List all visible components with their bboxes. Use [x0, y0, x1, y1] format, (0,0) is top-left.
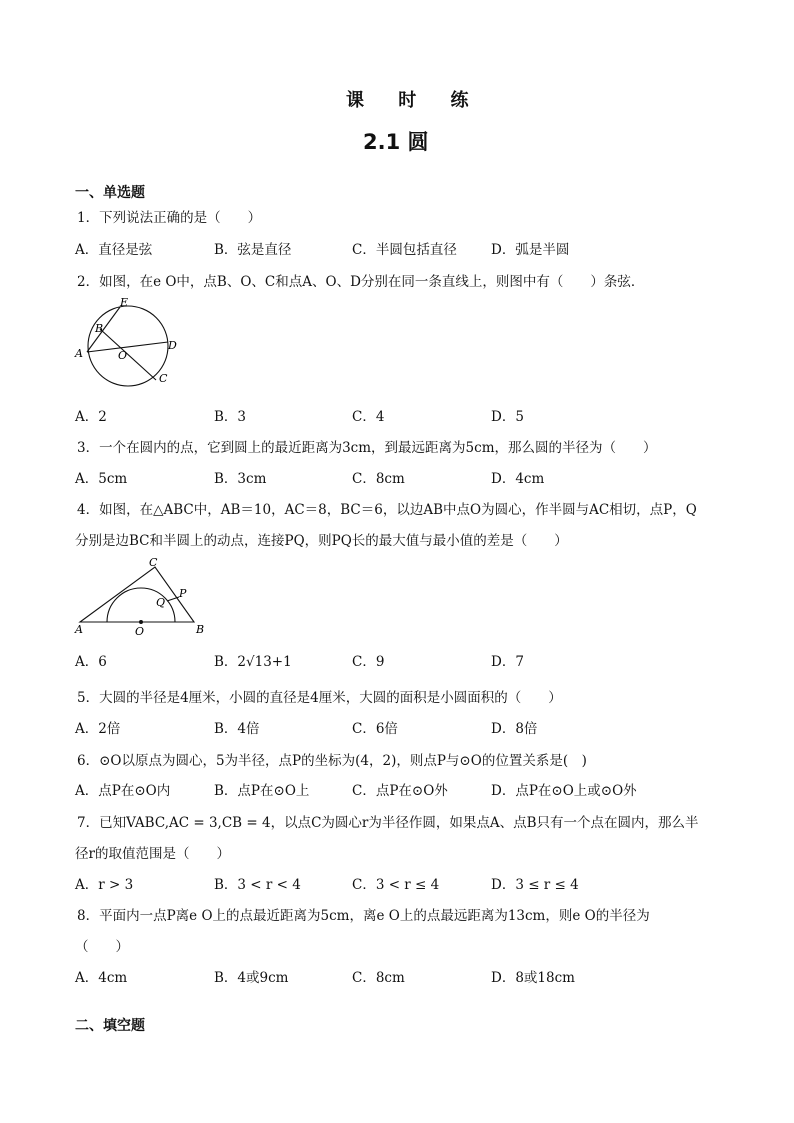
- question-8-stem-line-2: （ ）: [75, 939, 129, 955]
- q5-option-a: A．2倍: [75, 721, 121, 737]
- question-6-stem: 6．⊙O以原点为圆心，5为半径，点P的坐标为(4，2)，则点P与⊙O的位置关系是( ): [77, 753, 587, 769]
- q6-option-b: B．点P在⊙O上: [214, 783, 310, 799]
- q5-option-d: D．8倍: [491, 721, 538, 737]
- question-4-stem-line-1: 4．如图，在△ABC中，AB＝10，AC＝8，BC＝6，以边AB中点O为圆心，作半圆与AC相切，点P，Q: [77, 502, 697, 518]
- q5-option-b: B．4倍: [214, 721, 260, 737]
- q7-option-a: A．r > 3: [75, 877, 134, 893]
- label-c: C: [149, 556, 158, 569]
- label-p: P: [179, 587, 187, 600]
- label-d: D: [168, 339, 177, 352]
- triangle-abc: [80, 567, 194, 622]
- question-7-stem-line-1: 7．已知VABC,AC = 3,CB = 4，以点C为圆心r为半径作圆，如果点A、点B只有一个点在圆内，那么半: [77, 815, 699, 831]
- point-o: [139, 620, 143, 624]
- q1-option-c: C．半圆包括直径: [352, 242, 457, 258]
- question-8-stem-line-1: 8．平面内一点P离e O上的点最近距离为5cm，离e O上的点最远距离为13cm，则e O的半径为: [77, 908, 650, 924]
- q2-option-a: A．2: [75, 409, 107, 425]
- question-5-stem: 5．大圆的半径是4厘米，小圆的直径是4厘米，大圆的面积是小圆面积的（ ）: [77, 690, 562, 706]
- label-o: O: [135, 625, 145, 638]
- diameter-bc: [100, 329, 156, 380]
- q3-option-c: C．8cm: [352, 471, 405, 487]
- label-o: O: [118, 349, 128, 362]
- page-title: 课 时 练: [346, 90, 483, 111]
- q8-option-b: B．4或9cm: [214, 970, 289, 986]
- q6-option-a: A．点P在⊙O内: [75, 783, 171, 799]
- question-3-stem: 3．一个在圆内的点，它到圆上的最近距离为3cm，到最远距离为5cm，那么圆的半径为（ ）: [77, 440, 657, 456]
- label-c: C: [159, 372, 168, 385]
- q3-option-b: B．3cm: [214, 471, 267, 487]
- label-a: A: [75, 623, 83, 636]
- q4-option-d: D．7: [491, 654, 524, 670]
- q2-option-c: C．4: [352, 409, 385, 425]
- label-b: B: [196, 623, 205, 636]
- q1-option-b: B．弦是直径: [214, 242, 292, 258]
- q7-option-d: D．3 ≤ r ≤ 4: [491, 877, 579, 893]
- question-2-stem: 2．如图，在e O中，点B、O、C和点A、O、D分别在同一条直线上，则图中有（ ）条弦．: [77, 274, 645, 290]
- q1-option-d: D．弧是半圆: [491, 242, 570, 258]
- label-e: E: [120, 296, 129, 309]
- diameter-ad: [87, 342, 168, 352]
- q3-option-d: D．4cm: [491, 471, 545, 487]
- q6-option-d: D．点P在⊙O上或⊙O外: [491, 783, 637, 799]
- q8-option-d: D．8或18cm: [491, 970, 575, 986]
- label-b: B: [95, 322, 104, 335]
- circle-chords-figure: [72, 296, 187, 390]
- circle-o: [88, 306, 168, 386]
- q5-option-c: C．6倍: [352, 721, 398, 737]
- question-7-stem-line-2: 径r的取值范围是（ ）: [75, 846, 230, 862]
- q8-option-a: A．4cm: [75, 970, 128, 986]
- q4-option-a: A．6: [75, 654, 107, 670]
- q7-option-c: C．3 < r ≤ 4: [352, 877, 440, 893]
- label-a: A: [75, 347, 83, 360]
- q4-option-c: C．9: [352, 654, 385, 670]
- q3-option-a: A．5cm: [75, 471, 128, 487]
- section-heading-single-choice: 一、单选题: [75, 185, 145, 201]
- q1-option-a: A．直径是弦: [75, 242, 153, 258]
- q8-option-c: C．8cm: [352, 970, 405, 986]
- section-heading-fill-in: 二、填空题: [75, 1018, 145, 1034]
- question-4-stem-line-2: 分别是边BC和半圆上的动点，连接PQ，则PQ长的最大值与最小值的差是（ ）: [75, 533, 568, 549]
- q2-option-b: B．3: [214, 409, 247, 425]
- q6-option-c: C．点P在⊙O外: [352, 783, 448, 799]
- q7-option-b: B．3 < r < 4: [214, 877, 301, 893]
- question-1-stem: 1．下列说法正确的是（ ）: [77, 210, 262, 226]
- q4-option-b: B．2√13+1: [214, 654, 292, 670]
- triangle-semicircle-figure: [72, 556, 212, 638]
- lesson-subtitle: 2.1 圆: [363, 130, 429, 154]
- label-q: Q: [156, 596, 166, 609]
- q2-option-d: D．5: [491, 409, 524, 425]
